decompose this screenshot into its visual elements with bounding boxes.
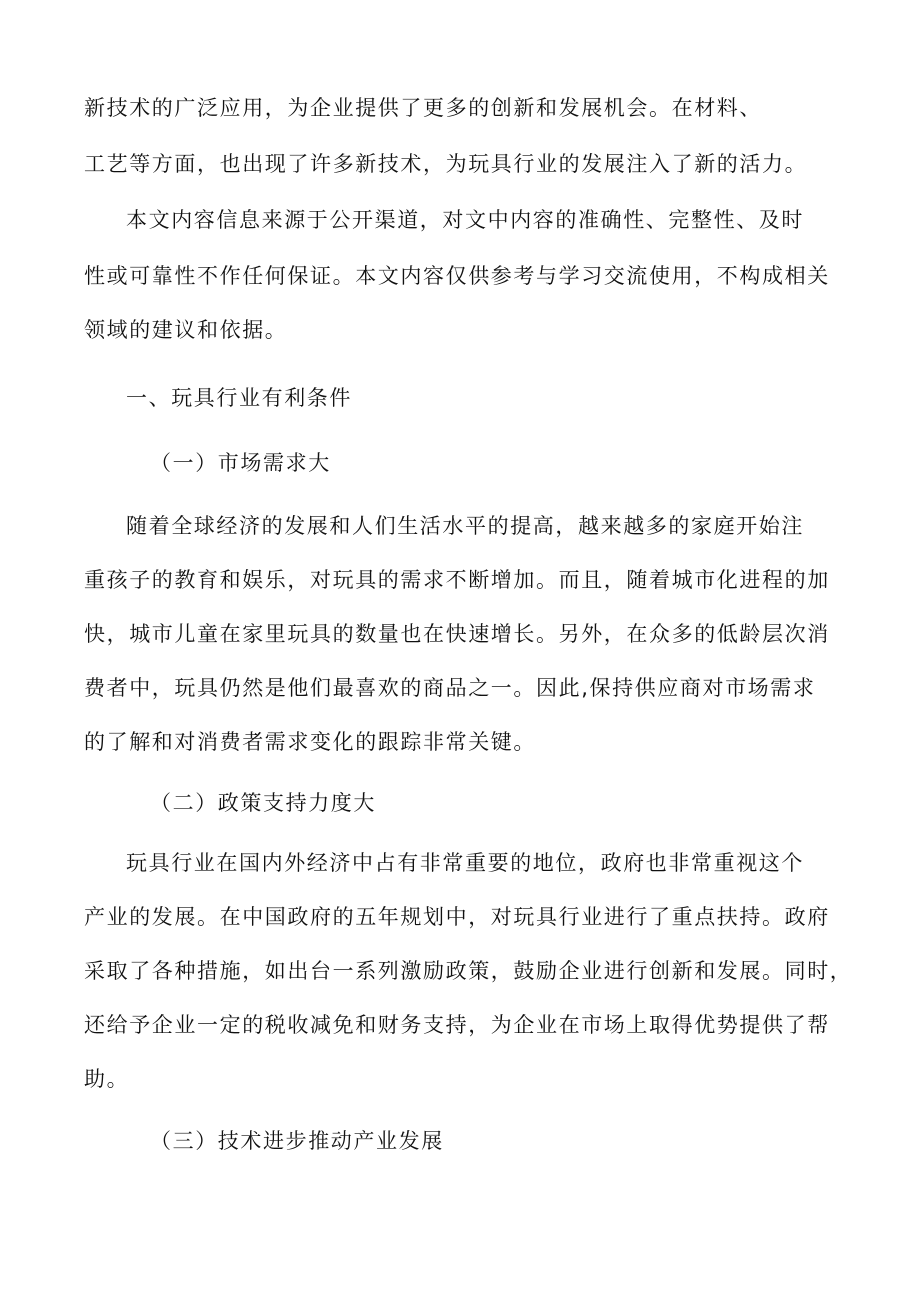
- section-heading: 一、玩具行业有利条件: [126, 386, 352, 410]
- subsection-1-line-4: 费者中，玩具仍然是他们最喜欢的商品之一。因此,保持供应商对市场需求: [84, 676, 816, 700]
- subsection-2-line-1: 玩具行业在国内外经济中占有非常重要的地位，政府也非常重视这个: [126, 851, 804, 875]
- intro-line-1: 新技术的广泛应用，为企业提供了更多的创新和发展机会。在材料、: [84, 96, 762, 120]
- subsection-heading-2: （二）政策支持力度大: [150, 791, 376, 815]
- subsection-heading-1: （一）市场需求大: [150, 451, 331, 475]
- subsection-2-line-2: 产业的发展。在中国政府的五年规划中，对玩具行业进行了重点扶持。政府: [84, 905, 830, 929]
- intro-line-2: 工艺等方面，也出现了许多新技术，为玩具行业的发展注入了新的活力。: [84, 152, 808, 176]
- disclaimer-line-3: 领域的建议和依据。: [84, 318, 288, 342]
- disclaimer-line-1: 本文内容信息来源于公开渠道，对文中内容的准确性、完整性、及时: [126, 208, 804, 232]
- subsection-2-line-5: 助。: [84, 1067, 130, 1091]
- disclaimer-line-2: 性或可靠性不作任何保证。本文内容仅供参考与学习交流使用，不构成相关: [84, 264, 830, 288]
- subsection-heading-3: （三）技术进步推动产业发展: [150, 1129, 444, 1153]
- subsection-1-line-2: 重孩子的教育和娱乐，对玩具的需求不断增加。而且，随着城市化进程的加: [84, 568, 830, 592]
- subsection-1-line-3: 快，城市儿童在家里玩具的数量也在快速增长。另外，在众多的低龄层次消: [84, 622, 830, 646]
- subsection-1-line-5: 的了解和对消费者需求变化的跟踪非常关键。: [84, 730, 536, 754]
- subsection-2-line-4: 还给予企业一定的税收减免和财务支持，为企业在市场上取得优势提供了帮: [84, 1013, 830, 1037]
- subsection-2-line-3: 采取了各种措施，如出台一系列激励政策，鼓励企业进行创新和发展。同时，: [84, 959, 853, 983]
- subsection-1-line-1: 随着全球经济的发展和人们生活水平的提高，越来越多的家庭开始注: [126, 514, 804, 538]
